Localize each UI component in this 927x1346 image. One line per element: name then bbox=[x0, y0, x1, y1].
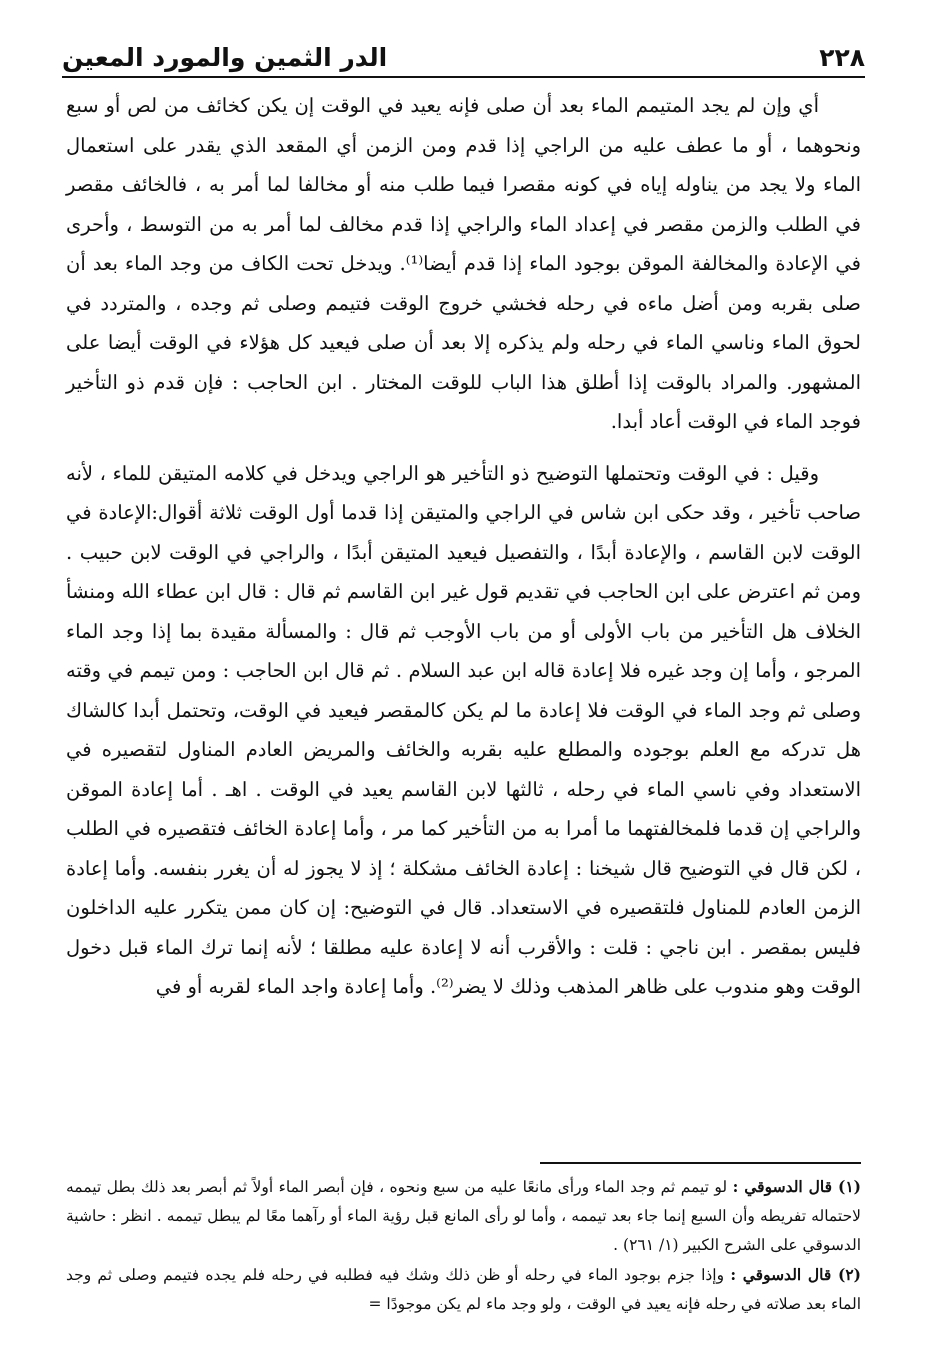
footnote-label: (٢) قال الدسوقي : bbox=[730, 1265, 861, 1284]
header-rule bbox=[62, 76, 865, 78]
footnotes bbox=[66, 1172, 861, 1319]
footnote-text: لو تيمم ثم وجد الماء ورأى مانعًا عليه من سبع ونحوه ، فإن أبصر الماء أولاً ثم أبصر بعد ذلك بطل تيممه لاحتماله تفريطه وأن السبع إنما جاء بعد تيممه ، وأما لو رأى المانع قبل رؤية الماء أو رآهما معًا لم يبطل تيممه . انظر : حاشية الدسوقي على الشرح الكبير (١/ ٢٦١) . bbox=[66, 1178, 861, 1254]
main-text bbox=[66, 86, 861, 1007]
footnote bbox=[66, 1172, 861, 1260]
footnote bbox=[66, 1260, 861, 1319]
page-header bbox=[62, 28, 865, 72]
footnote-separator bbox=[540, 1162, 861, 1164]
page-number: ٢٢٨ bbox=[819, 43, 865, 72]
footnote-text: وإذا جزم بوجود الماء في رحله أو ظن ذلك وشك فيه فطلبه في رحله فلم يجده فتيمم وصلى ثم وجد الماء بعد صلاته في رحله فإنه يعيد في الوقت ، ولو وجد ماء لم يكن موجودًا = bbox=[66, 1266, 861, 1313]
running-title: الدر الثمين والمورد المعين bbox=[62, 43, 388, 72]
paragraph: وقيل : في الوقت وتحتملها التوضيح ذو التأخير هو الراجي ويدخل في كلامه المتيقن للماء ، لأنه صاحب تأخير ، وقد حكى ابن شاس في الراجي والمتيقن إذا قدما أول الوقت ثلاثة أقوال:الإعادة في الوقت لابن القاسم ، والإعادة أبدًا ، والتفصيل فيعيد المتيقن أبدًا ، والراجي في الوقت لابن حبيب . ومن ثم اعترض على ابن الحاجب في تقديم قول غير ابن القاسم ثم قال : قال ابن عطاء الله ومنشأ الخلاف هل التأخير من باب الأولى أو من باب الأوجب ثم قال : والمسألة مقيدة بما إذا وجد الماء المرجو ، وأما إن وجد غيره فلا إعادة قاله ابن عبد السلام . ثم قال ابن الحاجب : ومن تيمم في وقته وصلى ثم وجد الماء في الوقت فلا إعادة ما لم يكن كالمقصر فيعيد في الوقت، وتحتمل أبدا كالشاك هل تدركه مع العلم بوجوده والمطلع عليه بقربه والخائف والمريض العادم المناول لتقصيره في الاستعداد وفي ناسي الماء في رحله ، ثالثها لابن القاسم يعيد في الوقت . اهـ . أما إعادة الموقن والراجي إن قدما فلمخالفتهما ما أمرا به من التأخير كما مر ، وأما إعادة الخائف فتقصيره في الطلب ، لكن قال في التوضيح قال شيخنا : إعادة الخائف مشكلة ؛ إذ لا يجوز له أن يغرر بنفسه. وأما إعادة الزمن العادم للمناول فلتقصيره في الاستعداد. قال في التوضيح: إن كان ممن يتكرر عليه الداخلون فليس بمقصر . ابن ناجي : قلت : والأقرب أنه لا إعادة عليه مطلقا ؛ لأنه إنما ترك الماء قبل دخول الوقت وهو مندوب على ظاهر المذهب وذلك لا يضر⁽²⁾. وأما إعادة واجد الماء لقربه أو في bbox=[66, 461, 861, 998]
footnote-label: (١) قال الدسوقي : bbox=[732, 1177, 861, 1196]
paragraph: أي وإن لم يجد المتيمم الماء بعد أن صلى فإنه يعيد في الوقت إن يكن كخائف من لص أو سبع ونحوهما ، أو ما عطف عليه من الراجي إذا قدم ومن الزمن أي المقعد الذي يقدر على استعمال الماء ولا يجد من يناوله إياه في كونه مقصرا فيما طلب منه أو مخالفا لما أمر به ، فالخائف مقصر في الطلب والزمن مقصر في إعداد الماء والراجي إذا قدم مخالف لما أمر به من التوسط ، وأحرى في الإعادة والمخالفة الموقن بوجود الماء إذا قدم أيضا⁽¹⁾. ويدخل تحت الكاف من وجد الماء بعد أن صلى بقربه ومن أضل ماءه في رحله فخشي خروج الوقت فتيمم وصلى ثم وجده ، والمتردد في لحوق الماء وناسي الماء في رحله ولم يذكره إلا بعد أن صلى فيعيد كل هؤلاء في الوقت أيضا على المشهور. والمراد بالوقت إذا أطلق هذا الباب للوقت المختار . ابن الحاجب : فإن قدم ذو التأخير فوجد الماء في الوقت أعاد أبدا. bbox=[66, 94, 861, 433]
